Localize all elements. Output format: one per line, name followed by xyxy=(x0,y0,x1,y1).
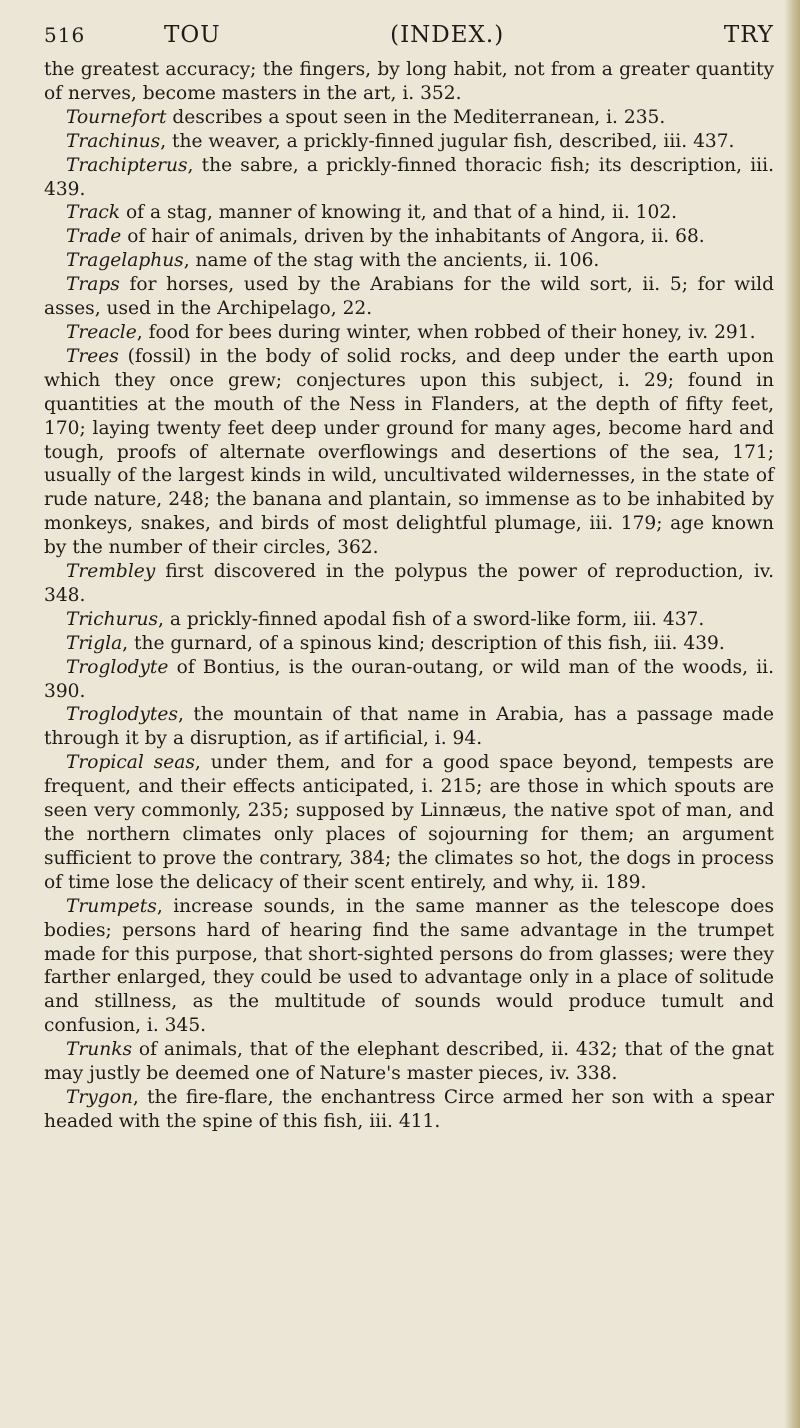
entry-text: , name of the stag with the ancients, ii. 106. xyxy=(183,250,600,272)
entry-text: , a prickly-finned apodal fish of a sword-like form, iii. 437. xyxy=(158,608,705,630)
entry-headword: Trembley xyxy=(66,561,156,583)
index-entry xyxy=(44,1038,774,1086)
entry-text: , the gurnard, of a spinous kind; description of this fish, iii. 439. xyxy=(122,632,725,654)
entry-headword: Trachipterus xyxy=(66,154,188,176)
entry-text: , the mountain of that name in Arabia, has a passage made through it by a disruption, as if artificial, i. 94. xyxy=(44,704,774,750)
index-entry xyxy=(44,895,774,1038)
entry-headword: Troglodytes xyxy=(66,704,178,726)
entry-text: , the sabre, a prickly-finned thoracic fish; its description, iii. 439. xyxy=(44,154,774,200)
page-number: 516 xyxy=(44,23,86,47)
index-entry xyxy=(44,608,774,632)
page-edge-shadow xyxy=(784,0,800,1428)
entry-text: , under them, and for a good space beyond, tempests are frequent, and their effects anticipated, i. 215; are those in which spouts are seen very commonly, 235; supposed by Linnæus, the native spot of man, and the northern climates only places of sojourning for them; an argument sufficient to prove the contrary, 384; the climates so hot, the dogs in process of time lose the delicacy of their scent entirely, and why, ii. 189. xyxy=(44,752,774,893)
entry-headword: Trichurus xyxy=(66,608,159,630)
running-head-right: TRY xyxy=(723,22,774,48)
index-entry xyxy=(44,1086,774,1134)
entry-headword: Trade xyxy=(66,226,122,248)
entry-headword: Trigla xyxy=(66,632,123,654)
entry-text: of Bontius, is the ouran-outang, or wild man of the woods, ii. 390. xyxy=(44,656,774,702)
index-entry xyxy=(44,249,774,273)
running-head-left: TOU xyxy=(164,22,221,48)
entry-headword: Trunks xyxy=(66,1039,133,1061)
index-entry xyxy=(44,632,774,656)
entry-text: , the weaver, a prickly-finned jugular fish, described, iii. 437. xyxy=(160,130,735,152)
entry-headword: Trygon xyxy=(66,1086,133,1108)
index-entry xyxy=(44,560,774,608)
running-head-center: (INDEX.) xyxy=(390,22,505,48)
entry-text: first discovered in the polypus the power of reproduction, iv. 348. xyxy=(44,561,774,606)
entry-headword: Trees xyxy=(66,345,119,367)
entry-headword: Tragelaphus xyxy=(66,250,184,272)
entry-text: the greatest accuracy; the fingers, by long habit, not from a greater quantity of nerves, become masters in the art, i. 352. xyxy=(44,59,774,104)
index-entry xyxy=(44,106,774,130)
index-entry xyxy=(44,321,774,345)
entry-text: describes a spout seen in the Mediterranean, i. 235. xyxy=(166,106,666,128)
index-entry xyxy=(44,154,774,202)
index-entry xyxy=(44,225,774,249)
entry-headword: Tropical seas xyxy=(66,752,195,774)
entry-text: of animals, that of the elephant described, ii. 432; that of the gnat may justly be deemed one of Nature's master pieces, iv. 338. xyxy=(44,1039,774,1085)
index-entry-continued xyxy=(44,58,774,106)
index-entry xyxy=(44,656,774,704)
entry-text: of a stag, manner of knowing it, and that of a hind, ii. 102. xyxy=(120,202,678,224)
entry-text: (fossil) in the body of solid rocks, and deep under the earth upon which they once grew; conjectures upon this subject, i. 29; found in quantities at the mouth of the Ness in Flanders, at the depth of fifty feet, 170; laying twenty feet deep under ground for many ages, become hard and tough, proofs of alternate overflowings and desertions of the sea, 171; usually of the largest kinds in wild, uncultivated wildernesses, in the state of rude nature, 248; the banana and plantain, so immense as to be inhabited by monkeys, snakes, and birds of most delightful plumage, iii. 179; age known by the number of their circles, 362. xyxy=(44,345,774,559)
index-entry xyxy=(44,201,774,225)
running-header xyxy=(44,22,774,48)
entry-text: , increase sounds, in the same manner as the telescope does bodies; persons hard of hearing find the same advantage in the trumpet made for this purpose, that short-sighted persons do from glasses; were they farther enlarged, they could be used to advantage only in a place of solitude and stillness, as the multitude of sounds would produce tumult and confusion, i. 345. xyxy=(44,895,774,1037)
entry-headword: Tournefort xyxy=(66,106,167,128)
entry-headword: Treacle xyxy=(66,321,137,343)
index-entry xyxy=(44,751,774,894)
index-entry xyxy=(44,273,774,321)
entry-headword: Troglodyte xyxy=(66,656,169,678)
entry-headword: Track xyxy=(66,202,121,224)
entry-text: of hair of animals, driven by the inhabitants of Angora, ii. 68. xyxy=(121,226,705,248)
index-entry xyxy=(44,345,774,560)
entry-headword: Traps xyxy=(66,274,120,296)
entry-text: , the fire-flare, the enchantress Circe armed her son with a spear headed with the spine of this fish, iii. 411. xyxy=(44,1086,774,1132)
entry-text: , food for bees during winter, when robbed of their honey, iv. 291. xyxy=(136,321,756,343)
index-body xyxy=(44,58,774,1134)
entry-headword: Trumpets xyxy=(66,895,157,917)
entry-text: for horses, used by the Arabians for the wild sort, ii. 5; for wild asses, used in the Archipelago, 22. xyxy=(44,274,774,320)
index-entry xyxy=(44,703,774,751)
index-entry xyxy=(44,130,774,154)
entry-headword: Trachinus xyxy=(66,130,161,152)
